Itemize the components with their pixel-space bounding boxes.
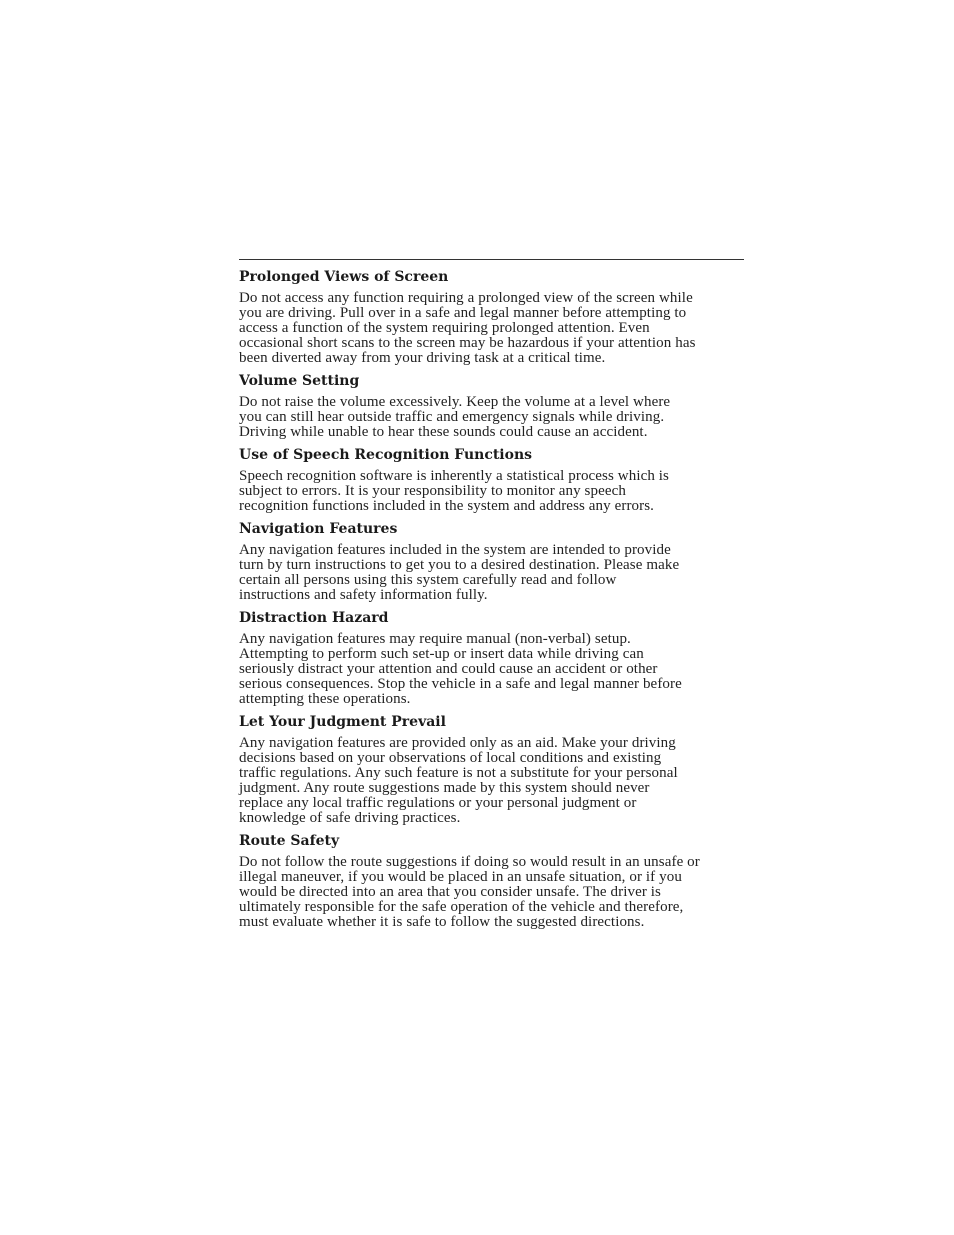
section-heading: Route Safety [239,833,340,849]
section-speech-recognition [239,446,744,514]
section-body: Any navigation features may require manual (non-verbal) setup. Attempting to perform such set-up or insert data while driving can seriously distract your attention and could cause an accident or other serious consequences. Stop the vehicle in a safe and legal manner before attempting these operations. [239,631,682,707]
section-heading: Let Your Judgment Prevail [239,714,446,730]
section-body: Speech recognition software is inherently a statistical process which is subject to errors. It is your responsibility to monitor any speech recognition functions included in the system and address any errors. [239,468,669,514]
section-heading: Volume Setting [239,373,360,389]
section-heading: Navigation Features [239,521,398,537]
section-body: Do not access any function requiring a prolonged view of the screen while you are driving. Pull over in a safe and legal manner before attempting to access a function of the system requiring prolonged attention. Even occasional short scans to the screen may be hazardous if your attention has been diverted away from your driving task at a critical time. [239,290,696,366]
section-prolonged-views [239,268,744,366]
section-heading: Use of Speech Recognition Functions [239,447,533,463]
section-body: Do not follow the route suggestions if doing so would result in an unsafe or illegal maneuver, if you would be placed in an unsafe situation, or if you would be directed into an area that you consider unsafe. The driver is ultimately responsible for the safe operation of the vehicle and therefore, must evaluate whether it is safe to follow the suggested directions. [239,854,700,930]
section-heading: Distraction Hazard [239,610,389,626]
section-body: Any navigation features included in the system are intended to provide turn by turn instructions to get you to a desired destination. Please make certain all persons using this system carefully read and follow instructions and safety information fully. [239,542,680,603]
section-distraction-hazard [239,609,744,707]
section-body: Any navigation features are provided only as an aid. Make your driving decisions based on your observations of local conditions and existing traffic regulations. Any such feature is not a substitute for your personal judgment. Any route suggestions made by this system should never replace any local traffic regulations or your personal judgment or knowledge of safe driving practices. [239,735,678,826]
section-heading: Prolonged Views of Screen [239,269,449,285]
section-route-safety [239,832,744,930]
section-volume-setting [239,372,744,440]
section-judgment-prevail [239,713,744,826]
section-navigation-features [239,520,744,603]
document-content [239,259,744,936]
section-body: Do not raise the volume excessively. Keep the volume at a level where you can still hear outside traffic and emergency signals while driving. Driving while unable to hear these sounds could cause an accident. [239,394,671,440]
